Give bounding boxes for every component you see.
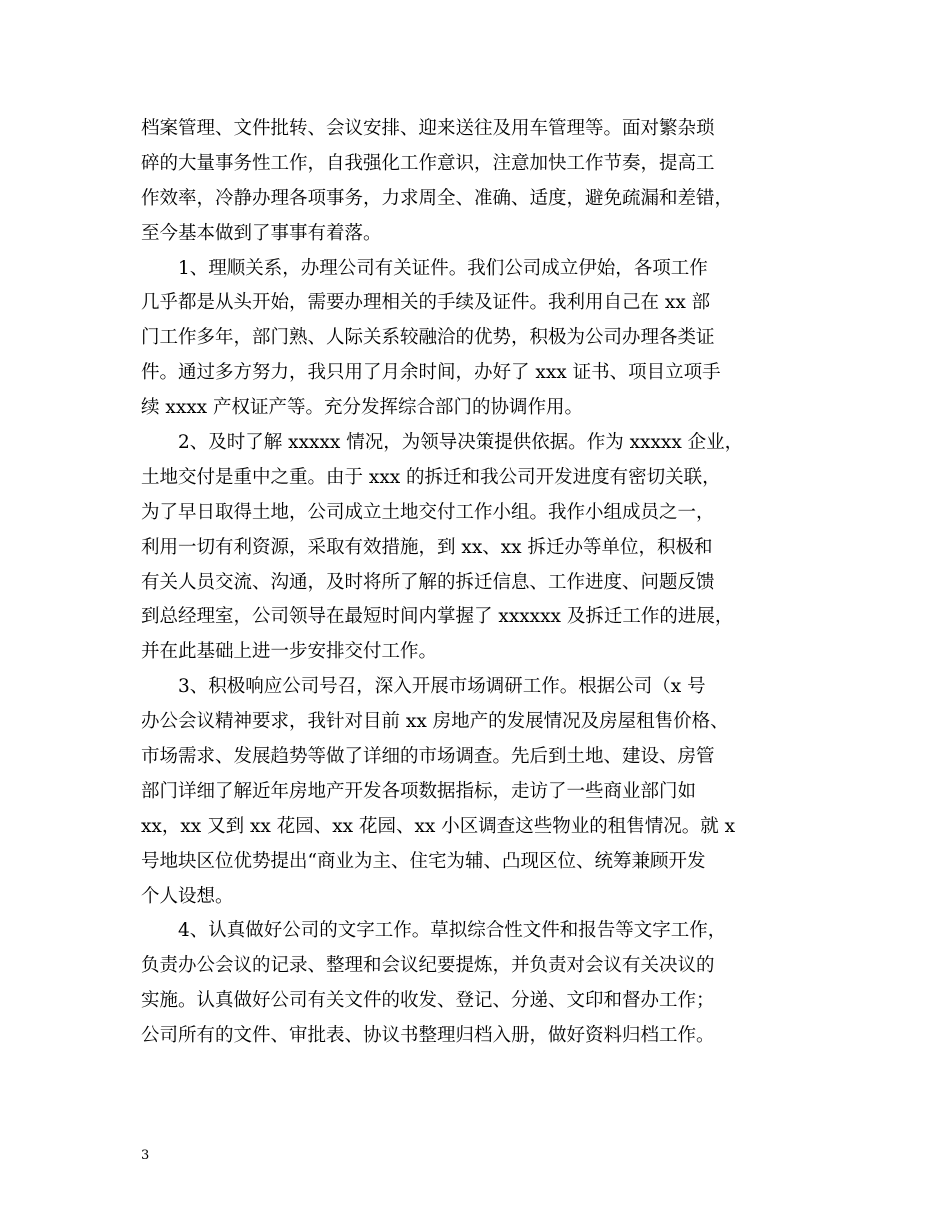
text-line: 办公会议精神要求，我针对目前 xx 房地产的发展情况及房屋租售价格、	[141, 711, 729, 733]
text-line: 续 xxxx 产权证产等。充分发挥综合部门的协调作用。	[141, 397, 583, 419]
text-line: 为了早日取得土地，公司成立土地交付工作小组。我作小组成员之一，	[141, 501, 715, 523]
text-line: 负责办公会议的记录、整理和会议纪要提炼，并负责对会议有关决议的	[141, 955, 715, 977]
text-line: 部门详细了解近年房地产开发各项数据指标，走访了一些商业部门如	[141, 780, 697, 802]
paragraph-item-2	[141, 426, 831, 670]
text-line: 2、及时了解 xxxxx 情况，为领导决策提供依据。作为 xxxxx 企业，	[178, 432, 744, 454]
text-line: 几乎都是从头开始，需要办理相关的手续及证件。我利用自己在 xx 部	[141, 292, 711, 314]
text-line: 1、理顺关系，办理公司有关证件。我们公司成立伊始，各项工作	[178, 257, 708, 279]
text-line: 3、积极响应公司号召，深入开展市场调研工作。根据公司（x 号	[178, 676, 706, 698]
text-line: 土地交付是重中之重。由于 xxx 的拆迁和我公司开发进度有密切关联，	[141, 466, 721, 488]
page-number: 3	[141, 1148, 150, 1163]
text-line: 到总经理室，公司领导在最短时间内掌握了 xxxxxx 及拆迁工作的进展，	[141, 606, 734, 628]
text-line: 件。通过多方努力，我只用了月余时间，办好了 xxx 证书、项目立项手	[141, 362, 721, 384]
paragraph-item-1	[141, 252, 831, 426]
text-line: 门工作多年，部门熟、人际关系较融洽的优势，积极为公司办理各类证	[141, 327, 715, 349]
text-line: 至今基本做到了事事有着落。	[141, 222, 382, 244]
paragraph-continuation	[141, 112, 831, 252]
paragraph-item-3	[141, 670, 831, 914]
text-line: 实施。认真做好公司有关文件的收发、登记、分递、文印和督办工作；	[141, 990, 715, 1012]
document-body	[141, 112, 831, 1054]
text-line: 碎的大量事务性工作，自我强化工作意识，注意加快工作节奏，提高工	[141, 152, 715, 174]
text-line: 4、认真做好公司的文字工作。草拟综合性文件和报告等文字工作，	[178, 920, 727, 942]
text-line: 个人设想。	[141, 885, 234, 907]
paragraph-item-4	[141, 914, 831, 1054]
text-line: 档案管理、文件批转、会议安排、迎来送往及用车管理等。面对繁杂琐	[141, 118, 715, 139]
text-line: 并在此基础上进一步安排交付工作。	[141, 641, 438, 663]
text-line: xx，xx 又到 xx 花园、xx 花园、xx 小区调查这些物业的租售情况。就 x	[141, 815, 736, 837]
text-line: 利用一切有利资源，采取有效措施，到 xx、xx 拆迁办等单位，积极和	[141, 536, 713, 558]
text-line: 有关人员交流、沟通，及时将所了解的拆迁信息、工作进度、问题反馈	[141, 571, 715, 593]
text-line: 号地块区位优势提出“商业为主、住宅为辅、凸现区位、统筹兼顾开发	[141, 850, 706, 872]
text-line: 公司所有的文件、审批表、协议书整理归档入册，做好资料归档工作。	[141, 1025, 715, 1047]
text-line: 作效率，冷静办理各项事务，力求周全、准确、适度，避免疏漏和差错，	[141, 187, 734, 209]
text-line: 市场需求、发展趋势等做了详细的市场调查。先后到土地、建设、房管	[141, 746, 715, 768]
